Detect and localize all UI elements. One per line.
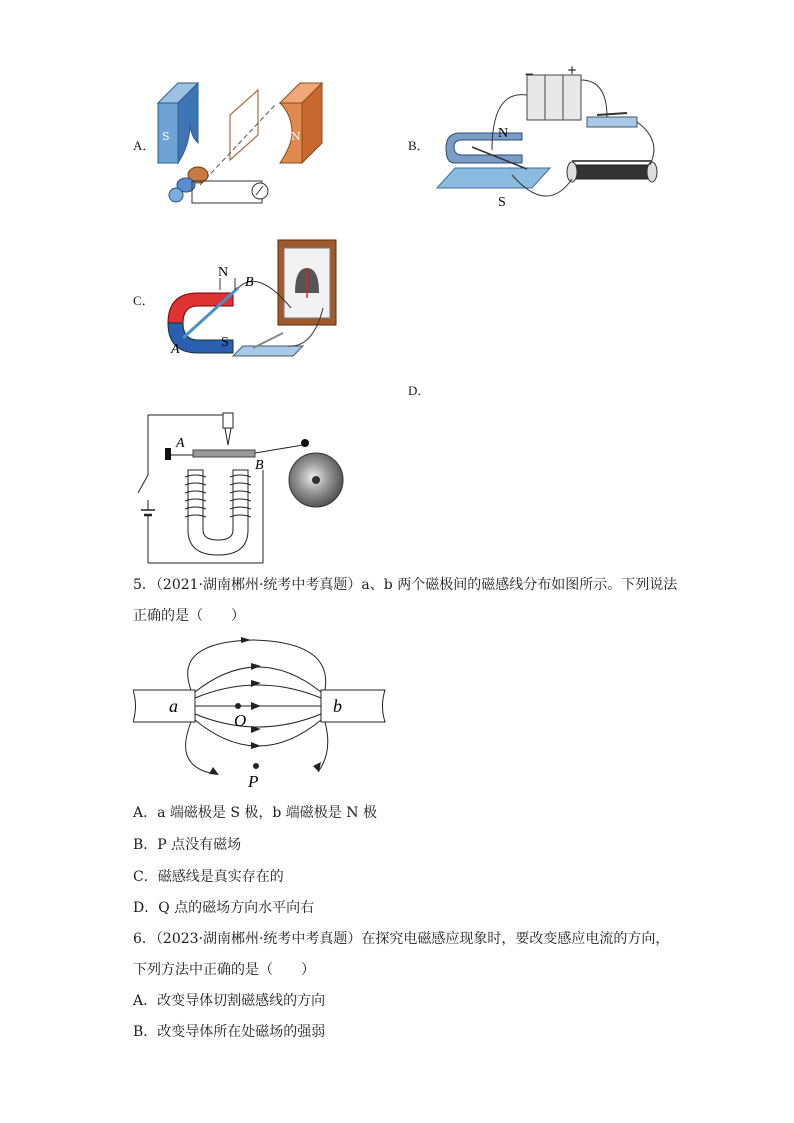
option-d-label: D．	[408, 383, 431, 398]
q5-stem-line2: 正确的是（ ）	[133, 608, 245, 624]
q5-fig-b-label: b	[333, 696, 342, 716]
q6-option-b[interactable]: B．改变导体所在处磁场的强弱	[133, 1024, 326, 1040]
q5-stem-line1: 5．（2021·湖南郴州·统考中考真题）a、b 两个磁极间的磁感线分布如图所示。下列说法	[133, 577, 678, 593]
fig-d-b-label: B	[255, 458, 264, 473]
fig-b-s-label: S	[498, 195, 506, 210]
q5-option-a[interactable]: A．a 端磁极是 S 极，b 端磁极是 N 极	[133, 805, 377, 821]
q5-figure-field-lines	[133, 632, 393, 792]
q6-stem-line2: 下列方法中正确的是（ ）	[133, 962, 315, 978]
fig-a-n-label: N	[291, 130, 301, 143]
q6-option-a[interactable]: A．改变导体切割磁感线的方向	[133, 993, 326, 1009]
figure-b-circuit	[432, 65, 662, 215]
fig-c-n-label: N	[218, 265, 229, 280]
q5-option-c[interactable]: C．磁感线是真实存在的	[133, 869, 284, 885]
fig-c-a-label: A	[171, 342, 180, 357]
figure-d-electric-bell	[133, 405, 353, 570]
q5-option-d[interactable]: D．Q 点的磁场方向水平向右	[133, 900, 315, 916]
fig-b-plus: +	[567, 65, 578, 77]
figure-c-induction	[163, 238, 343, 368]
q5-fig-p-label: P	[248, 772, 259, 791]
option-c-label: C．	[133, 293, 155, 308]
fig-d-a-label: A	[176, 436, 185, 451]
fig-c-b-label: B	[245, 275, 254, 290]
fig-b-n-label: N	[498, 126, 509, 141]
option-b-label: B．	[408, 138, 430, 153]
figure-a-generator	[150, 75, 340, 215]
q5-option-b[interactable]: B．P 点没有磁场	[133, 837, 242, 853]
fig-c-s-label: S	[221, 335, 229, 350]
fig-b-minus: −	[524, 67, 535, 81]
q5-fig-a-label: a	[169, 696, 178, 716]
q5-fig-o-label: O	[234, 711, 247, 730]
fig-a-s-label: S	[162, 130, 170, 143]
q6-stem-line1: 6．（2023·湖南郴州·统考中考真题）在探究电磁感应现象时，要改变感应电流的方向，	[133, 931, 670, 947]
option-a-label: A．	[133, 138, 156, 153]
